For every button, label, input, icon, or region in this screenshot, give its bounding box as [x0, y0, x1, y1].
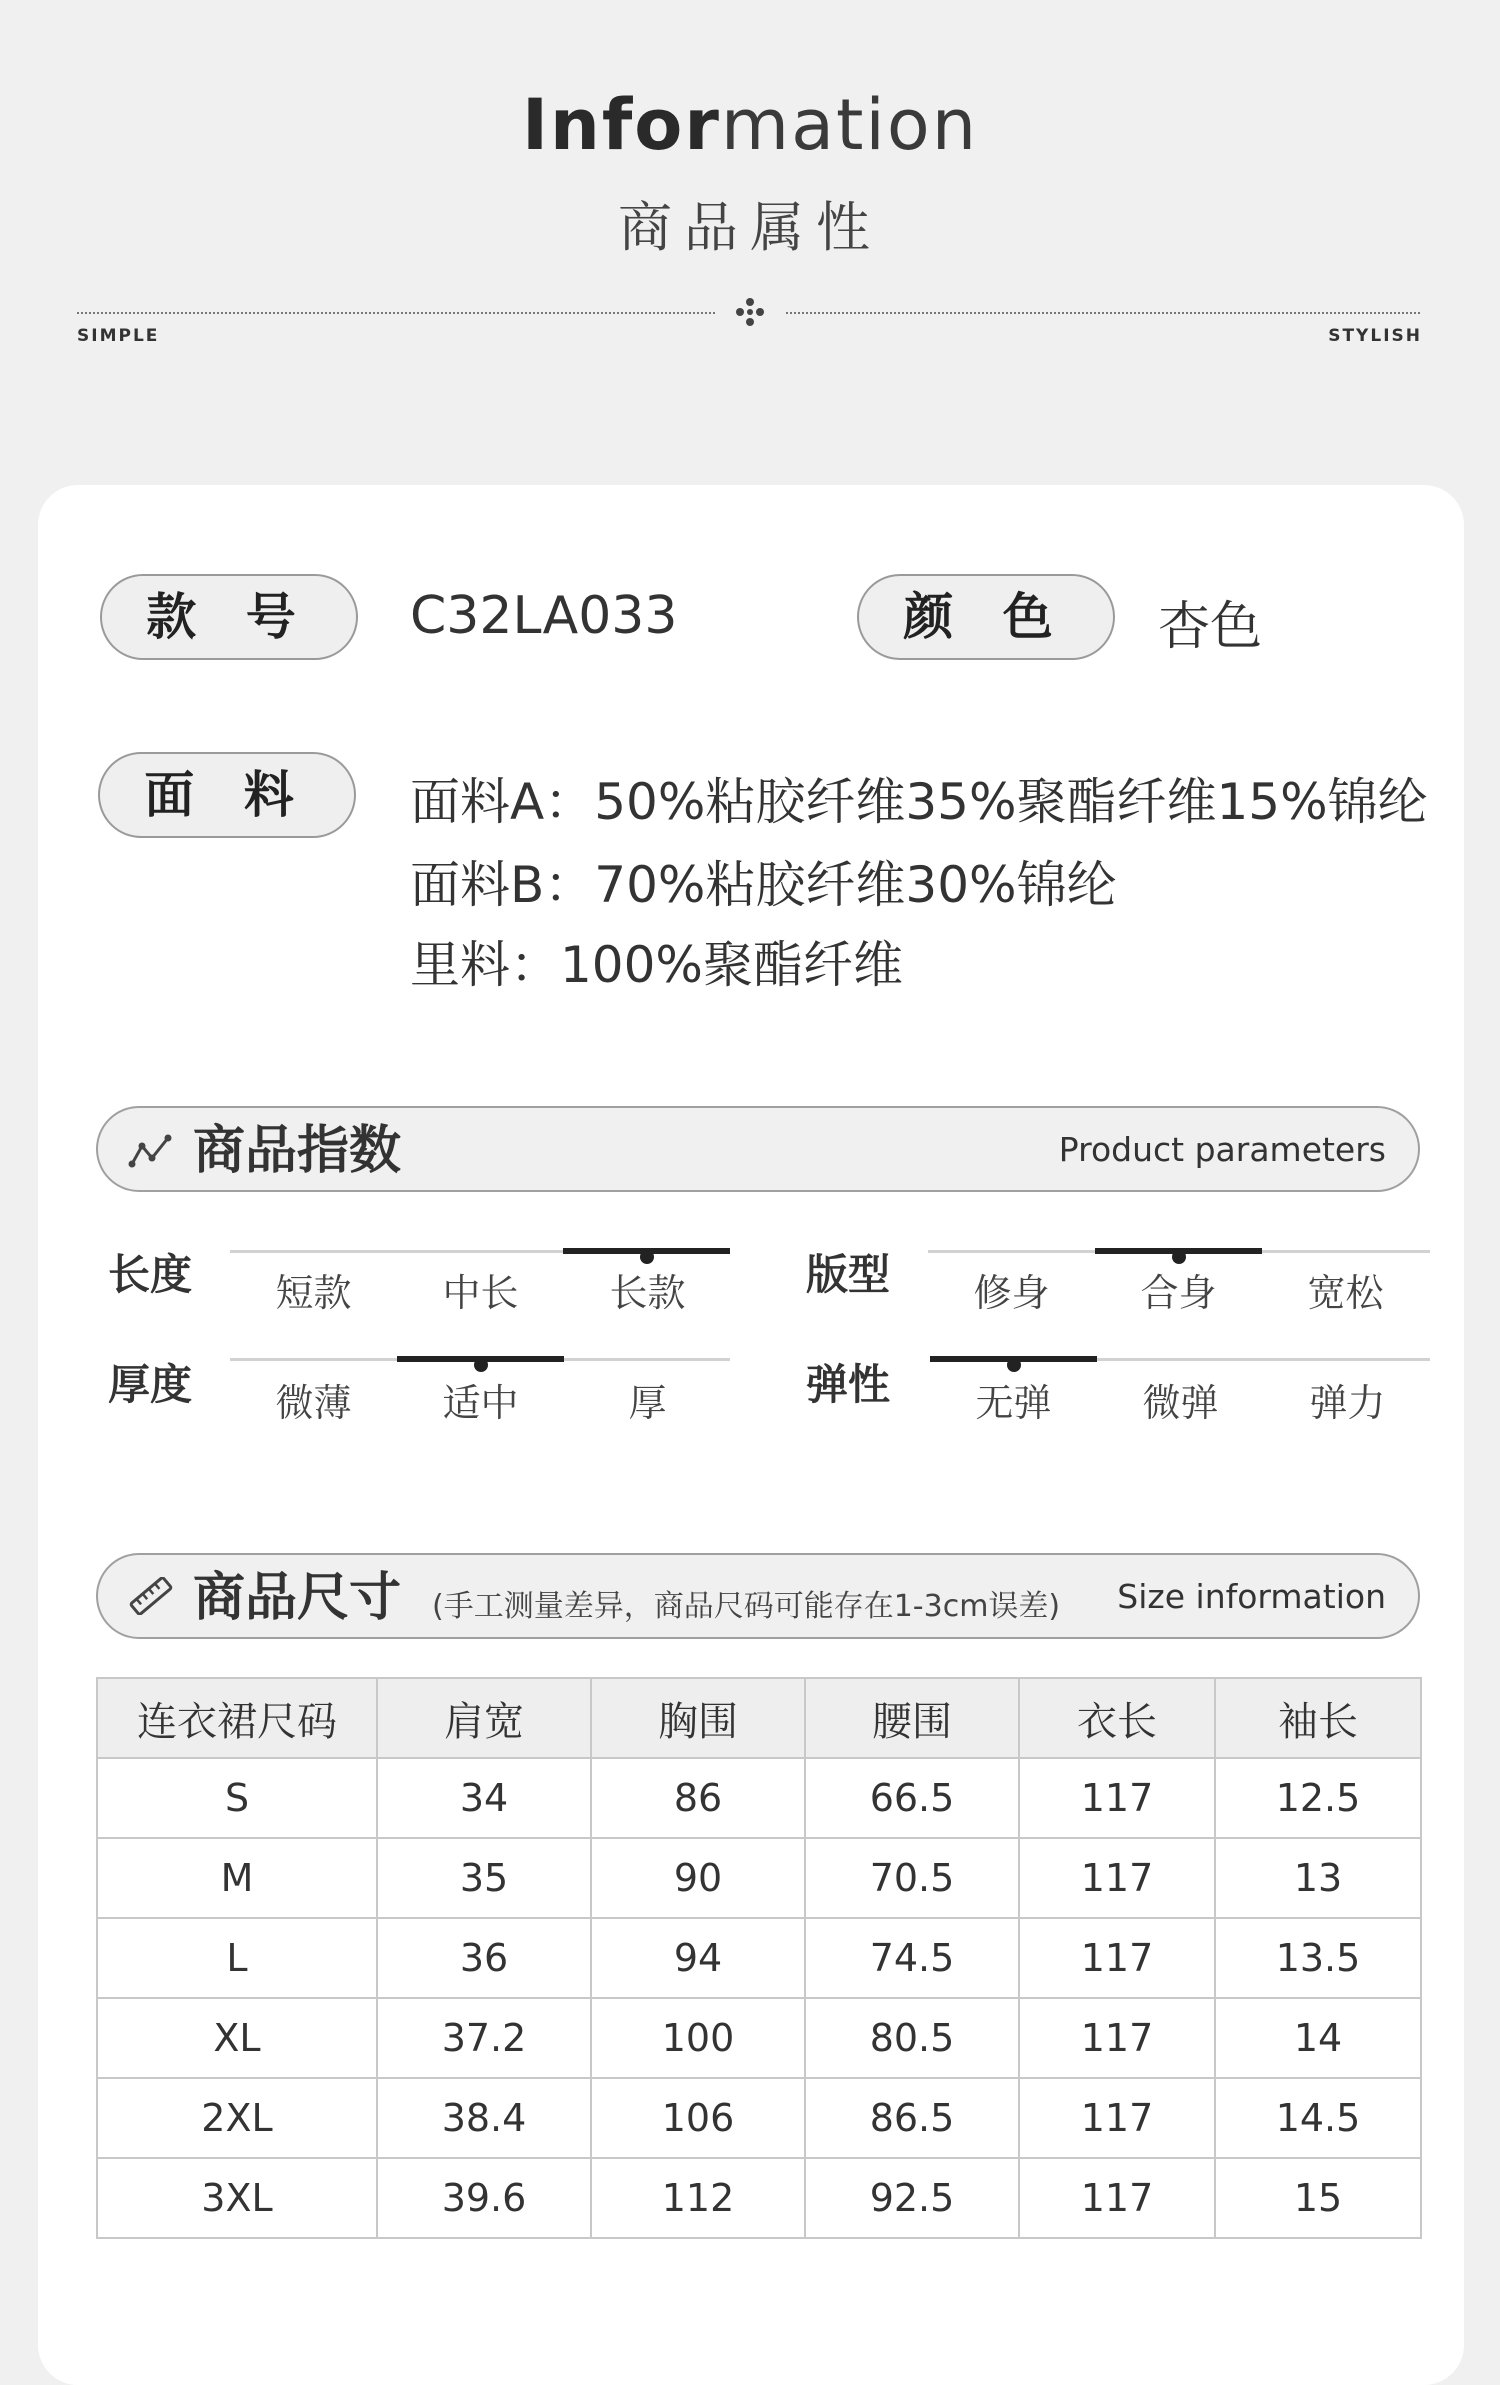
- thickness-scale: [230, 1358, 730, 1361]
- length-label: 长度: [108, 1250, 193, 1299]
- table-cell: 117: [1019, 1838, 1215, 1918]
- header-length: 衣长: [1019, 1678, 1215, 1758]
- table-row: [97, 1998, 1421, 2078]
- elasticity-label: 弹性: [806, 1360, 891, 1409]
- elasticity-option-slight: 微弹: [1142, 1381, 1219, 1425]
- simple-label: SIMPLE: [77, 326, 160, 346]
- table-cell: 3XL: [97, 2158, 377, 2238]
- table-cell: 92.5: [805, 2158, 1019, 2238]
- table-row: [97, 2158, 1421, 2238]
- table-cell: XL: [97, 1998, 377, 2078]
- style-number-value: C32LA033: [410, 586, 678, 646]
- table-cell: 12.5: [1215, 1758, 1421, 1838]
- length-option-short: 短款: [275, 1271, 352, 1315]
- table-cell: 39.6: [377, 2158, 591, 2238]
- information-title: [0, 80, 1500, 170]
- table-cell: S: [97, 1758, 377, 1838]
- table-cell: 15: [1215, 2158, 1421, 2238]
- table-cell: 14: [1215, 1998, 1421, 2078]
- diamond-dots-icon: [734, 296, 766, 328]
- table-cell: 117: [1019, 1758, 1215, 1838]
- fit-option-loose: 宽松: [1307, 1271, 1384, 1315]
- trend-line-icon: [128, 1132, 174, 1170]
- thickness-option-thick: 厚: [628, 1381, 667, 1425]
- right-dotted-divider: [786, 312, 1420, 314]
- elasticity-option-none: 无弹: [975, 1381, 1052, 1425]
- table-cell: 90: [591, 1838, 805, 1918]
- table-cell: 2XL: [97, 2078, 377, 2158]
- header-waist: 腰围: [805, 1678, 1019, 1758]
- length-scale: [230, 1250, 730, 1253]
- color-pill: 颜 色: [857, 574, 1115, 660]
- table-cell: 94: [591, 1918, 805, 1998]
- table-cell: 13: [1215, 1838, 1421, 1918]
- thickness-option-medium: 适中: [442, 1381, 519, 1425]
- fabric-line-b: 面料B：70%粘胶纤维30%锦纶: [410, 856, 1117, 914]
- fabric-line-a: 面料A：50%粘胶纤维35%聚酯纤维15%锦纶: [410, 773, 1428, 831]
- title-light-part: mation: [720, 84, 979, 166]
- table-cell: M: [97, 1838, 377, 1918]
- length-option-long: 长款: [609, 1271, 686, 1315]
- elasticity-scale: [930, 1358, 1430, 1361]
- lining-line: 里料：100%聚酯纤维: [410, 936, 903, 994]
- table-row: [97, 2078, 1421, 2158]
- table-cell: 35: [377, 1838, 591, 1918]
- thickness-label: 厚度: [108, 1360, 193, 1409]
- table-cell: 117: [1019, 2158, 1215, 2238]
- size-measurement-note: (手工测量差异，商品尺码可能存在1-3cm误差): [432, 1589, 1061, 1624]
- fit-scale: [928, 1250, 1430, 1253]
- table-cell: 106: [591, 2078, 805, 2158]
- table-cell: 86.5: [805, 2078, 1019, 2158]
- size-information-banner: [96, 1553, 1420, 1639]
- fit-option-slim: 修身: [973, 1271, 1050, 1315]
- header-bust: 胸围: [591, 1678, 805, 1758]
- parameters-english: Product parameters: [1058, 1130, 1386, 1169]
- header-size: 连衣裙尺码: [97, 1678, 377, 1758]
- fabric-pill: 面 料: [98, 752, 356, 838]
- table-cell: L: [97, 1918, 377, 1998]
- stylish-label: STYLISH: [1328, 326, 1422, 346]
- table-row: [97, 1758, 1421, 1838]
- size-english: Size information: [1117, 1577, 1386, 1616]
- table-header-row: [97, 1678, 1421, 1758]
- header-sleeve: 袖长: [1215, 1678, 1421, 1758]
- table-cell: 36: [377, 1918, 591, 1998]
- size-table: [96, 1677, 1422, 2239]
- table-cell: 74.5: [805, 1918, 1019, 1998]
- length-option-mid: 中长: [442, 1271, 519, 1315]
- length-selected-marker: [563, 1248, 730, 1254]
- table-cell: 112: [591, 2158, 805, 2238]
- header-shoulder: 肩宽: [377, 1678, 591, 1758]
- table-cell: 34: [377, 1758, 591, 1838]
- product-parameters-banner: [96, 1106, 1420, 1192]
- size-title: 商品尺寸: [193, 1568, 402, 1628]
- table-row: [97, 1838, 1421, 1918]
- color-value: 杏色: [1158, 597, 1263, 657]
- page-subtitle: 商品属性: [618, 196, 882, 259]
- table-cell: 13.5: [1215, 1918, 1421, 1998]
- table-row: [97, 1918, 1421, 1998]
- table-cell: 86: [591, 1758, 805, 1838]
- style-number-pill: 款 号: [100, 574, 358, 660]
- thickness-selected-marker: [397, 1356, 564, 1362]
- table-cell: 117: [1019, 2078, 1215, 2158]
- parameters-title: 商品指数: [193, 1121, 402, 1181]
- table-cell: 70.5: [805, 1838, 1019, 1918]
- table-cell: 66.5: [805, 1758, 1019, 1838]
- elasticity-option-stretch: 弹力: [1309, 1381, 1386, 1425]
- table-cell: 38.4: [377, 2078, 591, 2158]
- table-cell: 80.5: [805, 1998, 1019, 2078]
- thickness-option-thin: 微薄: [275, 1381, 352, 1425]
- ruler-icon: [128, 1577, 174, 1615]
- elasticity-selected-marker: [930, 1356, 1097, 1362]
- table-cell: 14.5: [1215, 2078, 1421, 2158]
- fit-option-regular: 合身: [1140, 1271, 1217, 1315]
- fit-selected-marker: [1095, 1248, 1262, 1254]
- table-cell: 117: [1019, 1918, 1215, 1998]
- table-cell: 37.2: [377, 1998, 591, 2078]
- fit-label: 版型: [806, 1250, 891, 1299]
- table-cell: 100: [591, 1998, 805, 2078]
- table-cell: 117: [1019, 1998, 1215, 2078]
- left-dotted-divider: [77, 312, 715, 314]
- title-bold-part: Infor: [521, 84, 721, 166]
